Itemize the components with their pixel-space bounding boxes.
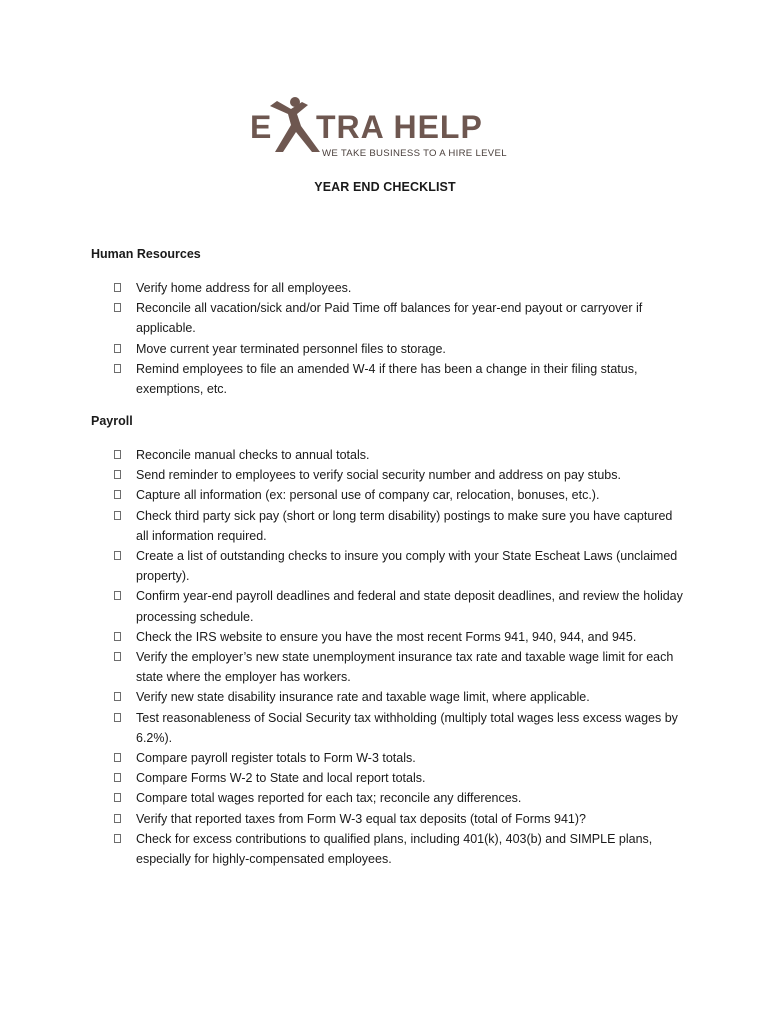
checklist-item-text: Reconcile all vacation/sick and/or Paid Time off balances for year-end payout or carryover if applicable. — [136, 301, 643, 336]
checklist-item-text: Remind employees to file an amended W-4 if there has been a change in their filing status, exemptions, etc. — [136, 361, 638, 397]
checkbox-icon[interactable] — [114, 793, 121, 802]
checklist-item — [0, 586, 688, 626]
checklist-item-text: Check third party sick pay (short or long term disability) postings to make sure you have captured all information required. — [136, 508, 673, 543]
checkbox-icon[interactable] — [114, 470, 121, 479]
checkbox-icon[interactable] — [114, 551, 121, 560]
checklist-item — [0, 339, 666, 359]
checkbox-icon[interactable] — [114, 753, 121, 762]
checklist-item — [0, 748, 688, 768]
checklist-item-text: Capture all information (ex: personal use of company car, relocation, bonuses, etc.). — [136, 488, 600, 503]
extra-help-logo — [250, 92, 520, 164]
human-resources-checklist — [0, 278, 666, 399]
page-title: YEAR END CHECKLIST — [314, 180, 456, 194]
section-heading-human-resources: Human Resources — [91, 247, 201, 261]
section-heading-payroll: Payroll — [91, 414, 133, 428]
checklist-item — [0, 788, 688, 808]
checklist-item-text: Verify home address for all employees. — [136, 281, 352, 295]
checklist-item — [0, 809, 688, 829]
checklist-item — [0, 768, 688, 788]
checklist-item-text: Compare payroll register totals to Form W-3 totals. — [136, 751, 416, 766]
svg-text:WE TAKE BUSINESS TO A HIRE LEV: WE TAKE BUSINESS TO A HIRE LEVEL — [322, 148, 507, 159]
checklist-item — [0, 829, 688, 869]
payroll-checklist — [0, 445, 688, 869]
checkbox-icon[interactable] — [114, 692, 121, 701]
checkbox-icon[interactable] — [114, 773, 121, 782]
checklist-item — [0, 298, 666, 338]
checklist-item — [0, 687, 688, 707]
checkbox-icon[interactable] — [114, 511, 121, 520]
checklist-item-text: Compare total wages reported for each tax; reconcile any differences. — [136, 791, 522, 806]
checklist-item-text: Compare Forms W-2 to State and local report totals. — [136, 771, 426, 786]
checkbox-icon[interactable] — [114, 834, 121, 843]
checkbox-icon[interactable] — [114, 591, 121, 600]
checkbox-icon[interactable] — [114, 652, 121, 661]
checkbox-icon[interactable] — [114, 364, 121, 373]
logo-mark-icon — [250, 92, 520, 164]
checklist-item-text: Check the IRS website to ensure you have the most recent Forms 941, 940, 944, and 945. — [136, 629, 637, 644]
svg-text:TRA HELP: TRA HELP — [316, 109, 483, 145]
checklist-item — [0, 465, 688, 485]
checklist-item — [0, 546, 688, 586]
checklist-item — [0, 278, 666, 298]
checklist-item — [0, 485, 688, 505]
checkbox-icon[interactable] — [114, 814, 121, 823]
checkbox-icon[interactable] — [114, 450, 121, 459]
checklist-item — [0, 647, 688, 687]
svg-text:E: E — [250, 109, 273, 145]
checkbox-icon[interactable] — [114, 303, 121, 312]
checklist-item-text: Reconcile manual checks to annual totals. — [136, 448, 370, 462]
checklist-item-text: Verify new state disability insurance rate and taxable wage limit, where applicable. — [136, 690, 590, 705]
checklist-item-text: Test reasonableness of Social Security tax withholding (multiply total wages less excess wages by 6.2%). — [136, 710, 678, 745]
checkbox-icon[interactable] — [114, 713, 121, 722]
checkbox-icon[interactable] — [114, 344, 121, 353]
checkbox-icon[interactable] — [114, 632, 121, 641]
checklist-item-text: Check for excess contributions to qualified plans, including 401(k), 403(b) and SIMPLE plans, especially for highly-compensated employees. — [136, 831, 653, 867]
checkbox-icon[interactable] — [114, 490, 121, 499]
checklist-item — [0, 445, 688, 465]
checklist-item-text: Verify the employer’s new state unemployment insurance tax rate and taxable wage limit for each state where the employer has workers. — [136, 650, 674, 685]
checklist-item — [0, 506, 688, 546]
checklist-item — [0, 359, 666, 399]
checklist-item — [0, 708, 688, 748]
checklist-item-text: Send reminder to employees to verify social security number and address on pay stubs. — [136, 468, 621, 483]
checkbox-icon[interactable] — [114, 283, 121, 292]
checklist-item-text: Move current year terminated personnel files to storage. — [136, 341, 446, 356]
checklist-item-text: Verify that reported taxes from Form W-3 equal tax deposits (total of Forms 941)? — [136, 811, 586, 826]
checklist-item-text: Create a list of outstanding checks to insure you comply with your State Escheat Laws (unclaimed property). — [136, 549, 678, 584]
checklist-item — [0, 627, 688, 647]
checklist-item-text: Confirm year-end payroll deadlines and federal and state deposit deadlines, and review the holiday processing schedule. — [136, 589, 683, 624]
